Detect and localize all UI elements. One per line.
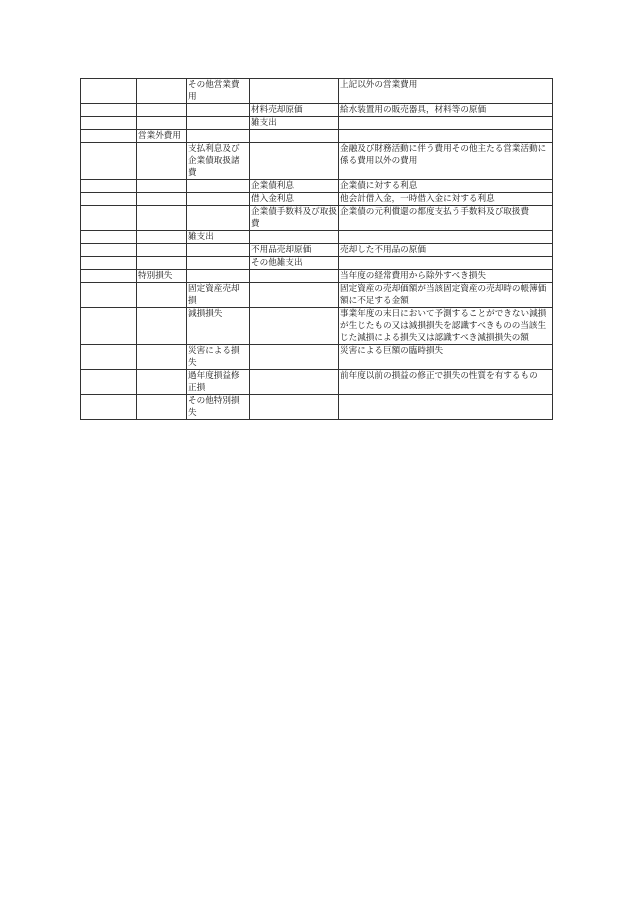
expense-account-table bbox=[80, 78, 553, 420]
indent-cell bbox=[81, 79, 137, 104]
subaccount-cell bbox=[250, 395, 339, 420]
subaccount-cell: 企業債利息 bbox=[250, 180, 339, 193]
description-cell: 企業債の元利償還の都度支払う手数料及び取扱費 bbox=[339, 206, 553, 231]
category-cell bbox=[137, 345, 187, 370]
table-row bbox=[81, 244, 553, 257]
description-cell: 給水装置用の販売器具，材料等の原価 bbox=[339, 104, 553, 117]
description-cell: 災害による巨額の臨時損失 bbox=[339, 345, 553, 370]
indent-cell bbox=[81, 370, 137, 395]
category-cell bbox=[137, 206, 187, 231]
table-row bbox=[81, 270, 553, 283]
account-cell: 減損損失 bbox=[187, 308, 250, 345]
indent-cell bbox=[81, 244, 137, 257]
table-row bbox=[81, 104, 553, 117]
description-cell bbox=[339, 257, 553, 270]
account-cell bbox=[187, 104, 250, 117]
description-cell: 上記以外の営業費用 bbox=[339, 79, 553, 104]
subaccount-cell: 材料売却原価 bbox=[250, 104, 339, 117]
table-row bbox=[81, 283, 553, 308]
description-cell: 前年度以前の損益の修正で損失の性質を有するもの bbox=[339, 370, 553, 395]
category-cell bbox=[137, 244, 187, 257]
table-row bbox=[81, 231, 553, 244]
subaccount-cell: 不用品売却原価 bbox=[250, 244, 339, 257]
description-cell: 固定資産の売却価額が当該固定資産の売却時の帳簿価額に不足する金額 bbox=[339, 283, 553, 308]
subaccount-cell bbox=[250, 143, 339, 180]
account-cell bbox=[187, 270, 250, 283]
indent-cell bbox=[81, 143, 137, 180]
indent-cell bbox=[81, 130, 137, 143]
subaccount-cell: 雑支出 bbox=[250, 117, 339, 130]
category-cell bbox=[137, 370, 187, 395]
indent-cell bbox=[81, 283, 137, 308]
subaccount-cell bbox=[250, 270, 339, 283]
description-cell: 企業債に対する利息 bbox=[339, 180, 553, 193]
category-cell bbox=[137, 395, 187, 420]
table-row bbox=[81, 143, 553, 180]
category-cell bbox=[137, 180, 187, 193]
category-cell bbox=[137, 143, 187, 180]
table-body bbox=[81, 79, 553, 420]
subaccount-cell: 借入金利息 bbox=[250, 193, 339, 206]
indent-cell bbox=[81, 231, 137, 244]
indent-cell bbox=[81, 270, 137, 283]
subaccount-cell bbox=[250, 283, 339, 308]
account-cell bbox=[187, 193, 250, 206]
account-cell: 災害による損失 bbox=[187, 345, 250, 370]
indent-cell bbox=[81, 104, 137, 117]
table-row bbox=[81, 117, 553, 130]
subaccount-cell bbox=[250, 370, 339, 395]
account-cell: 過年度損益修正損 bbox=[187, 370, 250, 395]
description-cell bbox=[339, 117, 553, 130]
account-cell: 固定資産売却損 bbox=[187, 283, 250, 308]
subaccount-cell bbox=[250, 79, 339, 104]
category-cell bbox=[137, 104, 187, 117]
account-cell: その他営業費用 bbox=[187, 79, 250, 104]
account-cell bbox=[187, 244, 250, 257]
table-row bbox=[81, 79, 553, 104]
subaccount-cell: その他雑支出 bbox=[250, 257, 339, 270]
table-row bbox=[81, 308, 553, 345]
indent-cell bbox=[81, 395, 137, 420]
table-row bbox=[81, 257, 553, 270]
category-cell: 特別損失 bbox=[137, 270, 187, 283]
category-cell: 営業外費用 bbox=[137, 130, 187, 143]
indent-cell bbox=[81, 117, 137, 130]
subaccount-cell bbox=[250, 308, 339, 345]
category-cell bbox=[137, 79, 187, 104]
category-cell bbox=[137, 231, 187, 244]
table-row bbox=[81, 395, 553, 420]
subaccount-cell: 企業債手数料及び取扱費 bbox=[251, 207, 337, 229]
account-cell bbox=[187, 257, 250, 270]
description-cell bbox=[339, 395, 553, 420]
description-cell: 売却した不用品の原価 bbox=[339, 244, 553, 257]
table-row bbox=[81, 193, 553, 206]
description-cell bbox=[339, 231, 553, 244]
description-cell bbox=[339, 130, 553, 143]
description-cell: 当年度の経常費用から除外すべき損失 bbox=[339, 270, 553, 283]
account-cell bbox=[187, 117, 250, 130]
table-row bbox=[81, 345, 553, 370]
table-row bbox=[81, 370, 553, 395]
description-cell: 事業年度の末日において予測することができない減損が生じたもの又は減損損失を認識すべきものの当該生じた減損による損失又は認識すべき減損損失の額 bbox=[339, 308, 553, 345]
indent-cell bbox=[81, 206, 137, 231]
indent-cell bbox=[81, 308, 137, 345]
indent-cell bbox=[81, 257, 137, 270]
account-cell: 支払利息及び企業債取扱諸費 bbox=[187, 143, 250, 180]
subaccount-cell bbox=[250, 345, 339, 370]
account-cell bbox=[187, 180, 250, 193]
description-cell: 他会計借入金，一時借入金に対する利息 bbox=[339, 193, 553, 206]
indent-cell bbox=[81, 193, 137, 206]
account-cell: その他特別損失 bbox=[187, 395, 250, 420]
table-row bbox=[81, 206, 553, 231]
account-cell: 雑支出 bbox=[187, 231, 250, 244]
category-cell bbox=[137, 193, 187, 206]
subaccount-cell bbox=[250, 130, 339, 143]
table-row bbox=[81, 180, 553, 193]
table-row bbox=[81, 130, 553, 143]
category-cell bbox=[137, 257, 187, 270]
indent-cell bbox=[81, 345, 137, 370]
indent-cell bbox=[81, 180, 137, 193]
account-cell bbox=[187, 130, 250, 143]
description-cell: 金融及び財務活動に伴う費用その他主たる営業活動に係る費用以外の費用 bbox=[339, 143, 553, 180]
subaccount-cell bbox=[250, 231, 339, 244]
category-cell bbox=[137, 308, 187, 345]
account-cell bbox=[187, 206, 250, 231]
category-cell bbox=[137, 117, 187, 130]
category-cell bbox=[137, 283, 187, 308]
